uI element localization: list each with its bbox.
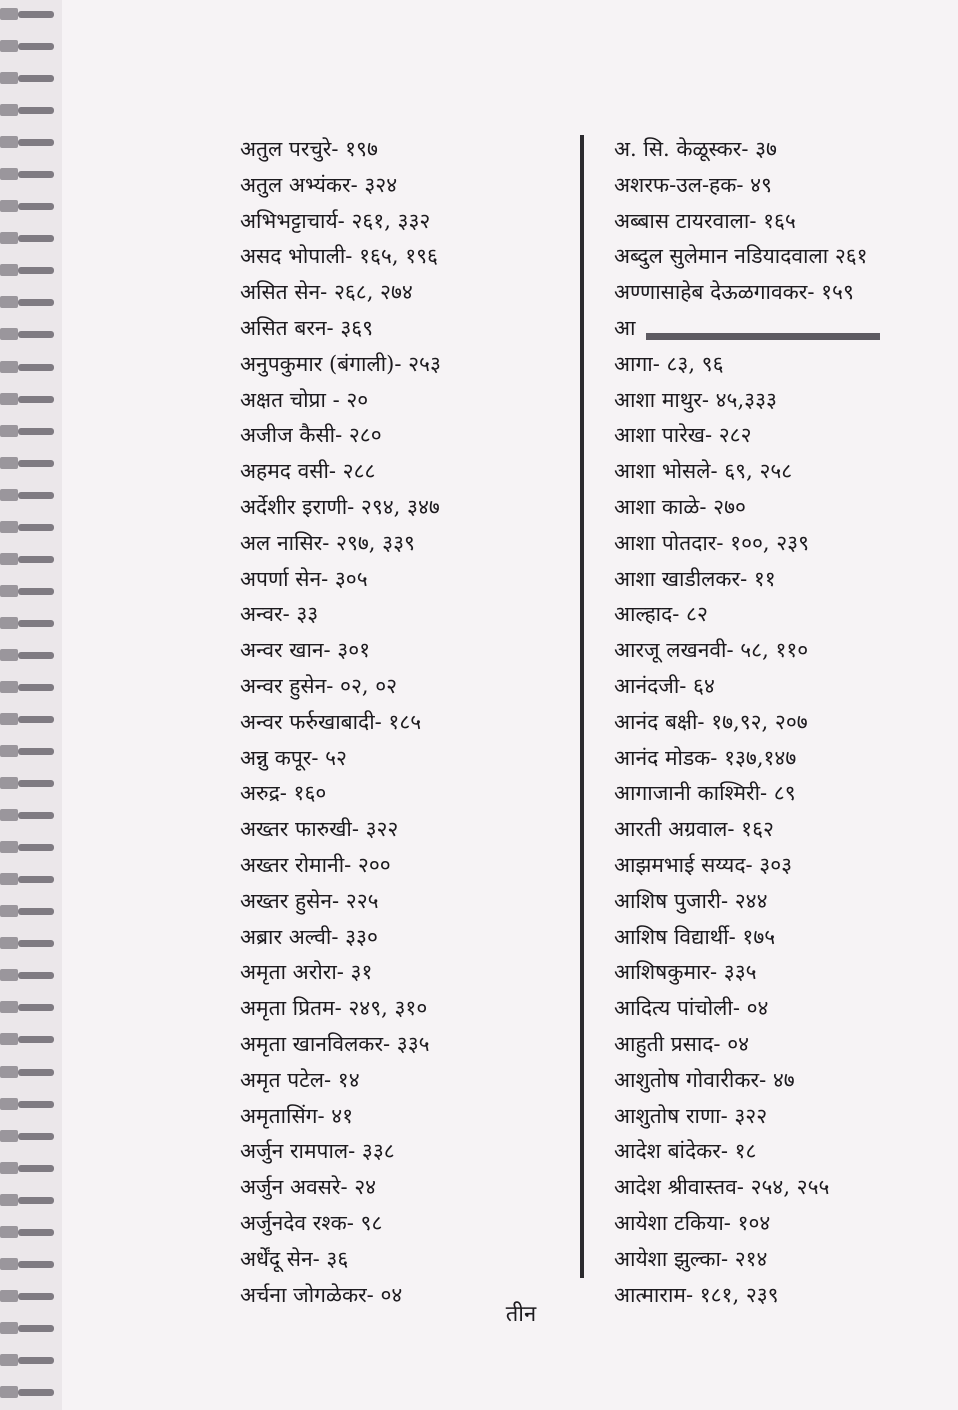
index-entry: अ. सि. केळूस्कर- ३७ [614,137,777,161]
binding-coil [0,168,54,180]
binding-coil [0,8,54,20]
index-entry: आहुती प्रसाद- ०४ [614,1031,750,1056]
index-entry: अशरफ-उल-हक- ४९ [614,172,772,197]
binding-coil [0,1162,54,1174]
index-entry: आयेशा टकिया- १०४ [614,1210,771,1235]
index-entry: अमृता प्रितम- २४९, ३१० [240,996,428,1021]
index-entry: आयेशा झुल्का- २१४ [614,1246,768,1271]
index-entry: आशा पारेख- २८२ [614,423,752,448]
binding-coil [0,489,54,501]
index-entry: आनंद मोडक- १३७,१४७ [614,745,797,770]
binding-coil [0,393,54,405]
index-entry: आगा- ८३, ९६ [614,351,724,376]
index-entry: आशा काळे- २७० [614,494,746,519]
index-entry: अतुल परचुरे- १९७ [240,137,378,161]
binding-coil [0,617,54,629]
index-entry: आनंद बक्षी- १७,९२, २०७ [614,709,808,734]
index-entry: अपर्णा सेन- ३०५ [240,566,368,591]
index-entry: अब्दुल सुलेमान नडियादवाला २६१ [614,244,868,269]
index-entry: अर्जुन रामपाल- ३३८ [240,1139,395,1164]
binding-coil [0,232,54,244]
binding-coil [0,296,54,308]
index-entry: आशुतोष गोवारीकर- ४७ [614,1067,795,1092]
index-entry: अतुल अभ्यंकर- ३२४ [240,172,398,197]
index-entry: अन्वर- ३३ [240,602,319,627]
index-entry: अर्धेंदू सेन- ३६ [240,1246,349,1271]
index-entry: अभिभट्टाचार्य- २६१, ३३२ [240,208,431,233]
index-entry: असित सेन- २६८, २७४ [240,280,413,305]
index-column-right [614,132,868,1313]
index-entry: आशा भोसले- ६९, २५८ [614,459,793,484]
index-entry: आगाजानी काश्मिरी- ८९ [614,781,796,806]
index-entry: आशिष पुजारी- २४४ [614,888,768,913]
binding-coil [0,937,54,949]
binding-coil [0,425,54,437]
binding-coil [0,585,54,597]
index-entry: आदित्य पांचोली- ०४ [614,996,769,1021]
index-entry: आल्हाद- ८२ [614,602,708,627]
index-entry: अर्चना जोगळेकर- ०४ [240,1282,403,1307]
binding-coil [0,905,54,917]
index-entry: अन्वर खान- ३०१ [240,638,371,663]
index-entry: आदेश श्रीवास्तव- २५४, २५५ [614,1175,830,1200]
binding-coil [0,969,54,981]
index-entry: आत्माराम- १८१, २३९ [614,1282,779,1307]
binding-coil [0,713,54,725]
binding-coil [0,72,54,84]
index-entry: अख्तर हुसेन- २२५ [240,888,379,913]
index-entry: अन्वर फर्रुखाबादी- १८५ [240,709,422,734]
binding-coil [0,841,54,853]
binding-coil [0,745,54,757]
index-entry: अन्वर हुसेन- ०२, ०२ [240,673,398,698]
binding-coil [0,328,54,340]
binding-coil [0,649,54,661]
binding-coil [0,1066,54,1078]
index-entry: आशा माथुर- ४५,३३३ [614,387,777,412]
page-number-footer: तीन [505,1302,537,1327]
binding-coil [0,873,54,885]
binding-coil [0,1001,54,1013]
index-entry: अर्जुनदेव रश्क- ९८ [240,1210,383,1235]
index-entry: आझमभाई सय्यद- ३०३ [614,852,793,877]
index-entry: अक्षत चोप्रा - २० [240,387,369,412]
index-entry: असद भोपाली- १६५, १९६ [240,244,438,269]
binding-coil [0,777,54,789]
binding-coil [0,104,54,116]
spiral-binding [0,0,62,1410]
index-entry: अमृता अरोरा- ३१ [240,960,373,985]
index-column-left [240,132,441,1313]
index-entry: अख्तर फारुखी- ३२२ [240,817,399,842]
binding-coil [0,521,54,533]
index-entry: अण्णासाहेब देऊळगावकर- १५९ [614,280,854,305]
index-entry: अब्बास टायरवाला- १६५ [614,208,796,233]
index-section-heading [614,311,868,347]
index-entry: आशिष विद्यार्थी- १७५ [614,924,776,949]
index-entry: अजीज कैसी- २८० [240,423,382,448]
index-entry: अमृता खानविलकर- ३३५ [240,1031,430,1056]
binding-coil [0,1226,54,1238]
binding-coil [0,40,54,52]
section-letter: आ [614,315,636,340]
index-entry: असित बरन- ३६९ [240,315,374,340]
index-entry: आशुतोष राणा- ३२२ [614,1103,768,1128]
index-entry: आनंदजी- ६४ [614,673,715,698]
index-page [62,0,958,1410]
binding-coil [0,1258,54,1270]
binding-coil [0,1386,54,1398]
binding-coil [0,681,54,693]
index-entry: आरती अग्रवाल- १६२ [614,817,774,842]
column-divider [580,135,584,1278]
index-entry: अहमद वसी- २८८ [240,459,376,484]
binding-coil [0,1130,54,1142]
binding-coil [0,1098,54,1110]
index-entry: अमृतासिंग- ४१ [240,1103,354,1128]
index-entry: अमृत पटेल- १४ [240,1067,360,1092]
binding-coil [0,136,54,148]
index-entry: अख्तर रोमानी- २०० [240,852,391,877]
index-entry: अर्देशीर इराणी- २९४, ३४७ [240,494,440,519]
binding-coil [0,1194,54,1206]
index-entry: अनुपकुमार (बंगाली)- २५३ [240,351,441,376]
index-entry: आशा खाडीलकर- ११ [614,566,776,591]
index-entry: अब्रार अल्वी- ३३० [240,924,378,949]
index-entry: अल नासिर- २९७, ३३९ [240,530,415,555]
index-entry: आरजू लखनवी- ५८, ११० [614,638,809,663]
binding-coil [0,809,54,821]
binding-coil [0,361,54,373]
index-entry: आशा पोतदार- १००, २३९ [614,530,810,555]
section-rule [646,333,880,340]
index-entry: अन्नु कपूर- ५२ [240,745,347,770]
index-entry: आशिषकुमार- ३३५ [614,960,757,985]
binding-coil [0,457,54,469]
binding-coil [0,264,54,276]
index-entry: अरुद्र- १६० [240,781,327,806]
index-entry: आदेश बांदेकर- १८ [614,1139,757,1164]
binding-coil [0,1033,54,1045]
binding-coil [0,200,54,212]
binding-coil [0,1354,54,1366]
index-entry: अर्जुन अवसरे- २४ [240,1175,377,1200]
binding-coil [0,553,54,565]
